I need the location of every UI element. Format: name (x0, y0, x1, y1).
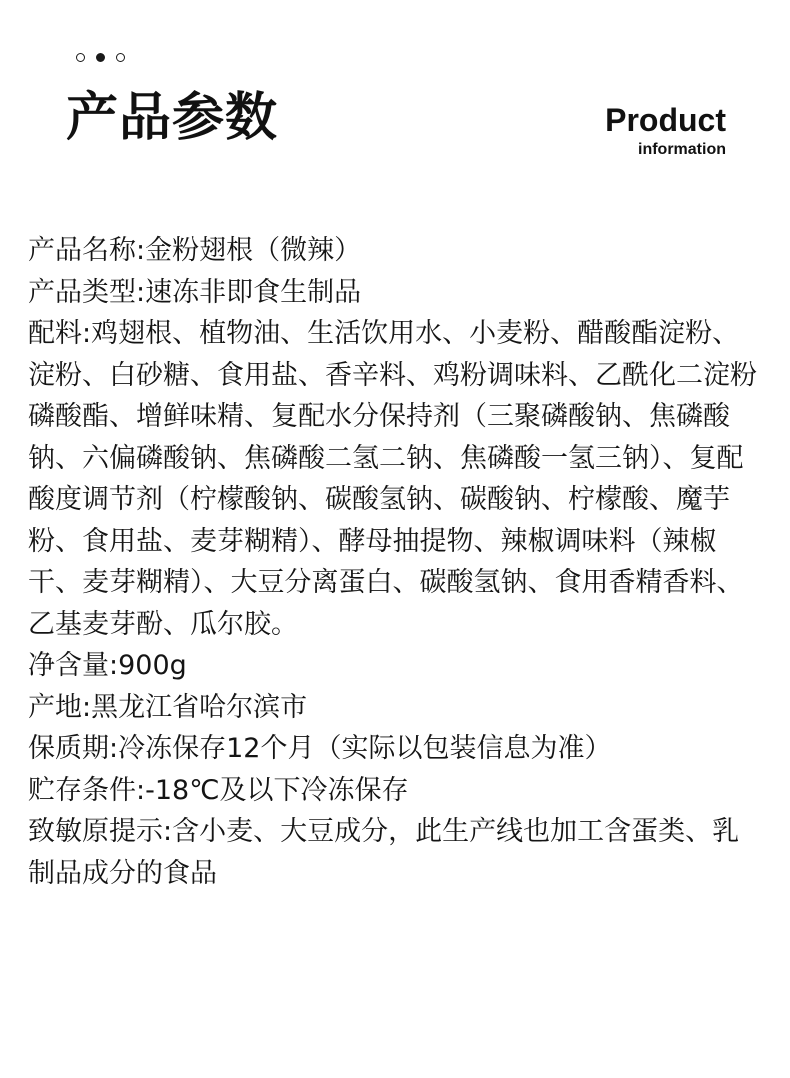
indicator-dot (76, 53, 85, 62)
carousel-indicator (76, 53, 125, 62)
param-origin: 产地:黑龙江省哈尔滨市 (28, 691, 308, 723)
param-ingredients: 配料:鸡翅根、植物油、生活饮用水、小麦粉、醋酸酯淀粉、淀粉、白砂糖、食用盐、香辛料、鸡粉调味料、乙酰化二淀粉磷酸酯、增鲜味精、复配水分保持剂（三聚磷酸钠、焦磷酸钠、六偏磷酸钠、焦磷酸二氢二钠、焦磷酸一氢三钠）、复配酸度调节剂（柠檬酸钠、碳酸氢钠、碳酸钠、柠檬酸、魔芋粉、食用盐、麦芽糊精）、酵母抽提物、辣椒调味料（辣椒干、麦芽糊精）、大豆分离蛋白、碳酸氢钠、食用香精香料、乙基麦芽酚、瓜尔胶。 (28, 318, 757, 640)
param-allergens: 致敏原提示:含小麦、大豆成分，此生产线也加工含蛋类、乳制品成分的食品 (28, 816, 740, 889)
param-storage: 贮存条件:-18℃及以下冷冻保存 (28, 774, 409, 806)
english-subtitle: information (638, 141, 726, 158)
indicator-dot (116, 53, 125, 62)
param-product-name: 产品名称:金粉翅根（微辣） (28, 235, 362, 266)
param-shelf-life: 保质期:冷冻保存12个月（实际以包装信息为准） (28, 733, 612, 764)
english-heading (605, 104, 726, 158)
indicator-dot-active (96, 53, 105, 62)
param-product-type: 产品类型:速冻非即食生制品 (28, 276, 362, 308)
product-parameters (28, 230, 758, 894)
page-title: 产品参数 (66, 88, 279, 148)
english-title: Product (605, 102, 726, 138)
param-net-content: 净含量:900g (28, 650, 187, 681)
